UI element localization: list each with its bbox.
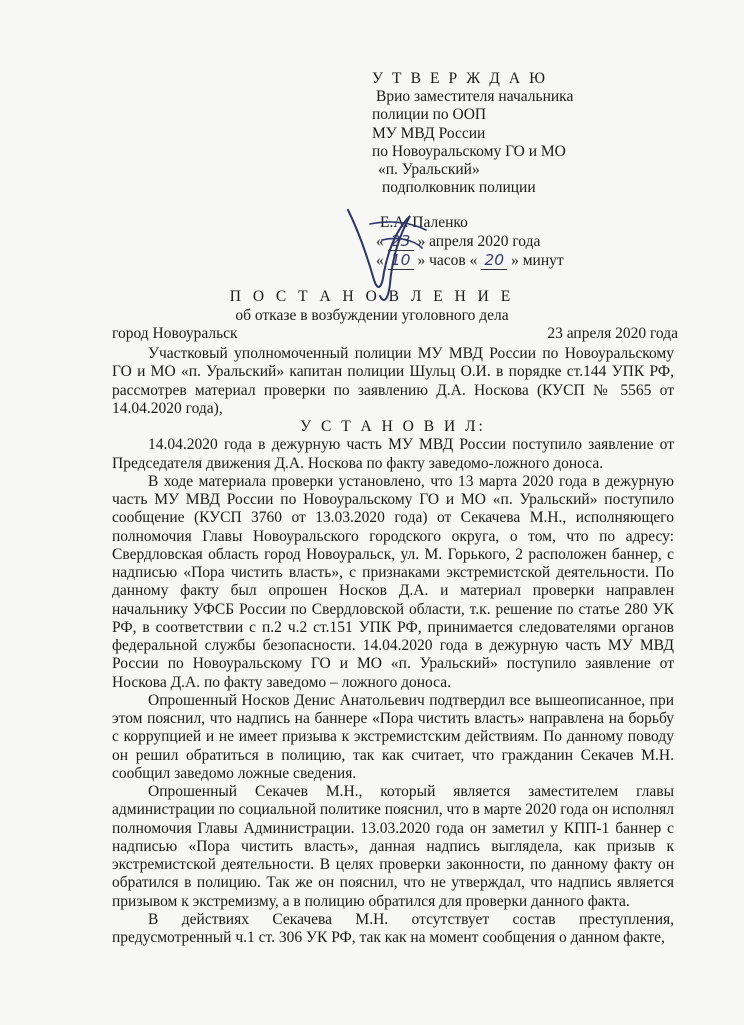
approval-line: подполковник полиции <box>382 179 536 197</box>
handwritten-day: 23 <box>388 232 414 251</box>
paragraph: В ходе материала проверки установлено, что 13 марта 2020 года в дежурную часть МУ МВД России по Новоуральскому ГО и МО «п. Уральский» поступило сообщение (КУСП 3760 от 13.03.2020 года) от Секачева М.Н., исполняющего полномочия Главы Новоуральского городского округа, о том, что по адресу: Свердловская область город Новоуральск, ул. М. Горького, 2 расположен баннер, с надписью «Пора чистить власть», с признаками экстремистской деятельности. По данному факту был опрошен Носков Д.А. и материал проверки направлен начальнику УФСБ России по Свердловской области, т.к. решение по статье 280 УК РФ, в соответствии с п.2 ч.2 ст.151 УПК РФ, принимается следователями органов федеральной службы безопасности. 14.04.2020 года в дежурную часть МУ МВД России по Новоуральскому ГО и МО «п. Уральский» поступило заявление от Носкова Д.А. по факту заведомо – ложного доноса. <box>112 472 674 691</box>
document-date: 23 апреля 2020 года <box>547 325 678 342</box>
time-open-quote: « <box>376 252 384 269</box>
paragraph: Опрошенный Секачев М.Н., который является заместителем главы администрации по социальной политике пояснил, что в марте 2020 года он исполнял полномочия Главы Администрации. 13.03.2020 года он заметил у КПП-1 баннер с надписью «Пора чистить власть», данная надпись выглядела, как призыв к экстремистской деятельности. В целях проверки законности, по данному факту он обратился в полицию. Так же он пояснил, что не утверждал, что надпись является призывом к экстремизму, а в полицию обратился для проверки данного факта. <box>112 783 674 910</box>
approval-line: МУ МВД России <box>372 124 486 142</box>
approval-line: полиции по ООП <box>372 106 487 124</box>
approval-block <box>372 70 672 269</box>
time-rest: » минут <box>511 252 564 269</box>
place-date-line <box>112 325 678 343</box>
approval-heading: У Т В Е Р Ж Д А Ю <box>372 70 548 87</box>
section-heading: У С Т А Н О В И Л: <box>300 418 486 435</box>
document-subtitle: об отказе в возбуждении уголовного дела <box>235 307 509 324</box>
document-title: П О С Т А Н О В Л Е Н И Е <box>229 288 515 305</box>
approval-line: Врио заместителя начальника <box>376 88 574 106</box>
handwritten-hours: 10 <box>388 251 414 270</box>
paragraph: В действиях Секачева М.Н. отсутствует состав преступления, предусмотренный ч.1 ст. 306 УК РФ, так как на момент сообщения о данном факте, <box>112 910 674 946</box>
time-mid: » часов « <box>417 252 478 269</box>
signer-name: Е.А. Паленко <box>380 214 468 231</box>
handwritten-minutes: 20 <box>481 251 507 270</box>
paragraph: 14.04.2020 года в дежурную часть МУ МВД России поступило заявление от Председателя движения Д.А. Носкова по факту заведомо-ложного доноса. <box>112 436 674 472</box>
document-city: город Новоуральск <box>112 325 238 342</box>
document-body <box>112 345 674 947</box>
approval-line: по Новоуральскому ГО и МО <box>372 142 566 160</box>
date-open-quote: « <box>376 233 384 250</box>
paragraph: Опрошенный Носков Денис Анатольевич подтвердил все вышеописанное, при этом пояснил, что надпись на баннере «Пора чистить власть» направлена на борьбу с коррупцией и не имеет призыва к экстремистским действиям. По данному поводу он решил обратиться в полицию, так как считает, что гражданин Секачев М.Н. сообщил заведомо ложные сведения. <box>112 691 674 782</box>
paragraph: Участковый уполномоченный полиции МУ МВД России по Новоуральскому ГО и МО «п. Уральский» капитан полиции Шульц О.И. в порядке ст.144 УПК РФ, рассмотрев материал проверки по заявлению Д.А. Носкова (КУСП № 5565 от 14.04.2020 года), <box>112 345 674 417</box>
approval-line: «п. Уральский» <box>378 161 480 179</box>
date-rest: » апреля 2020 года <box>417 233 541 250</box>
